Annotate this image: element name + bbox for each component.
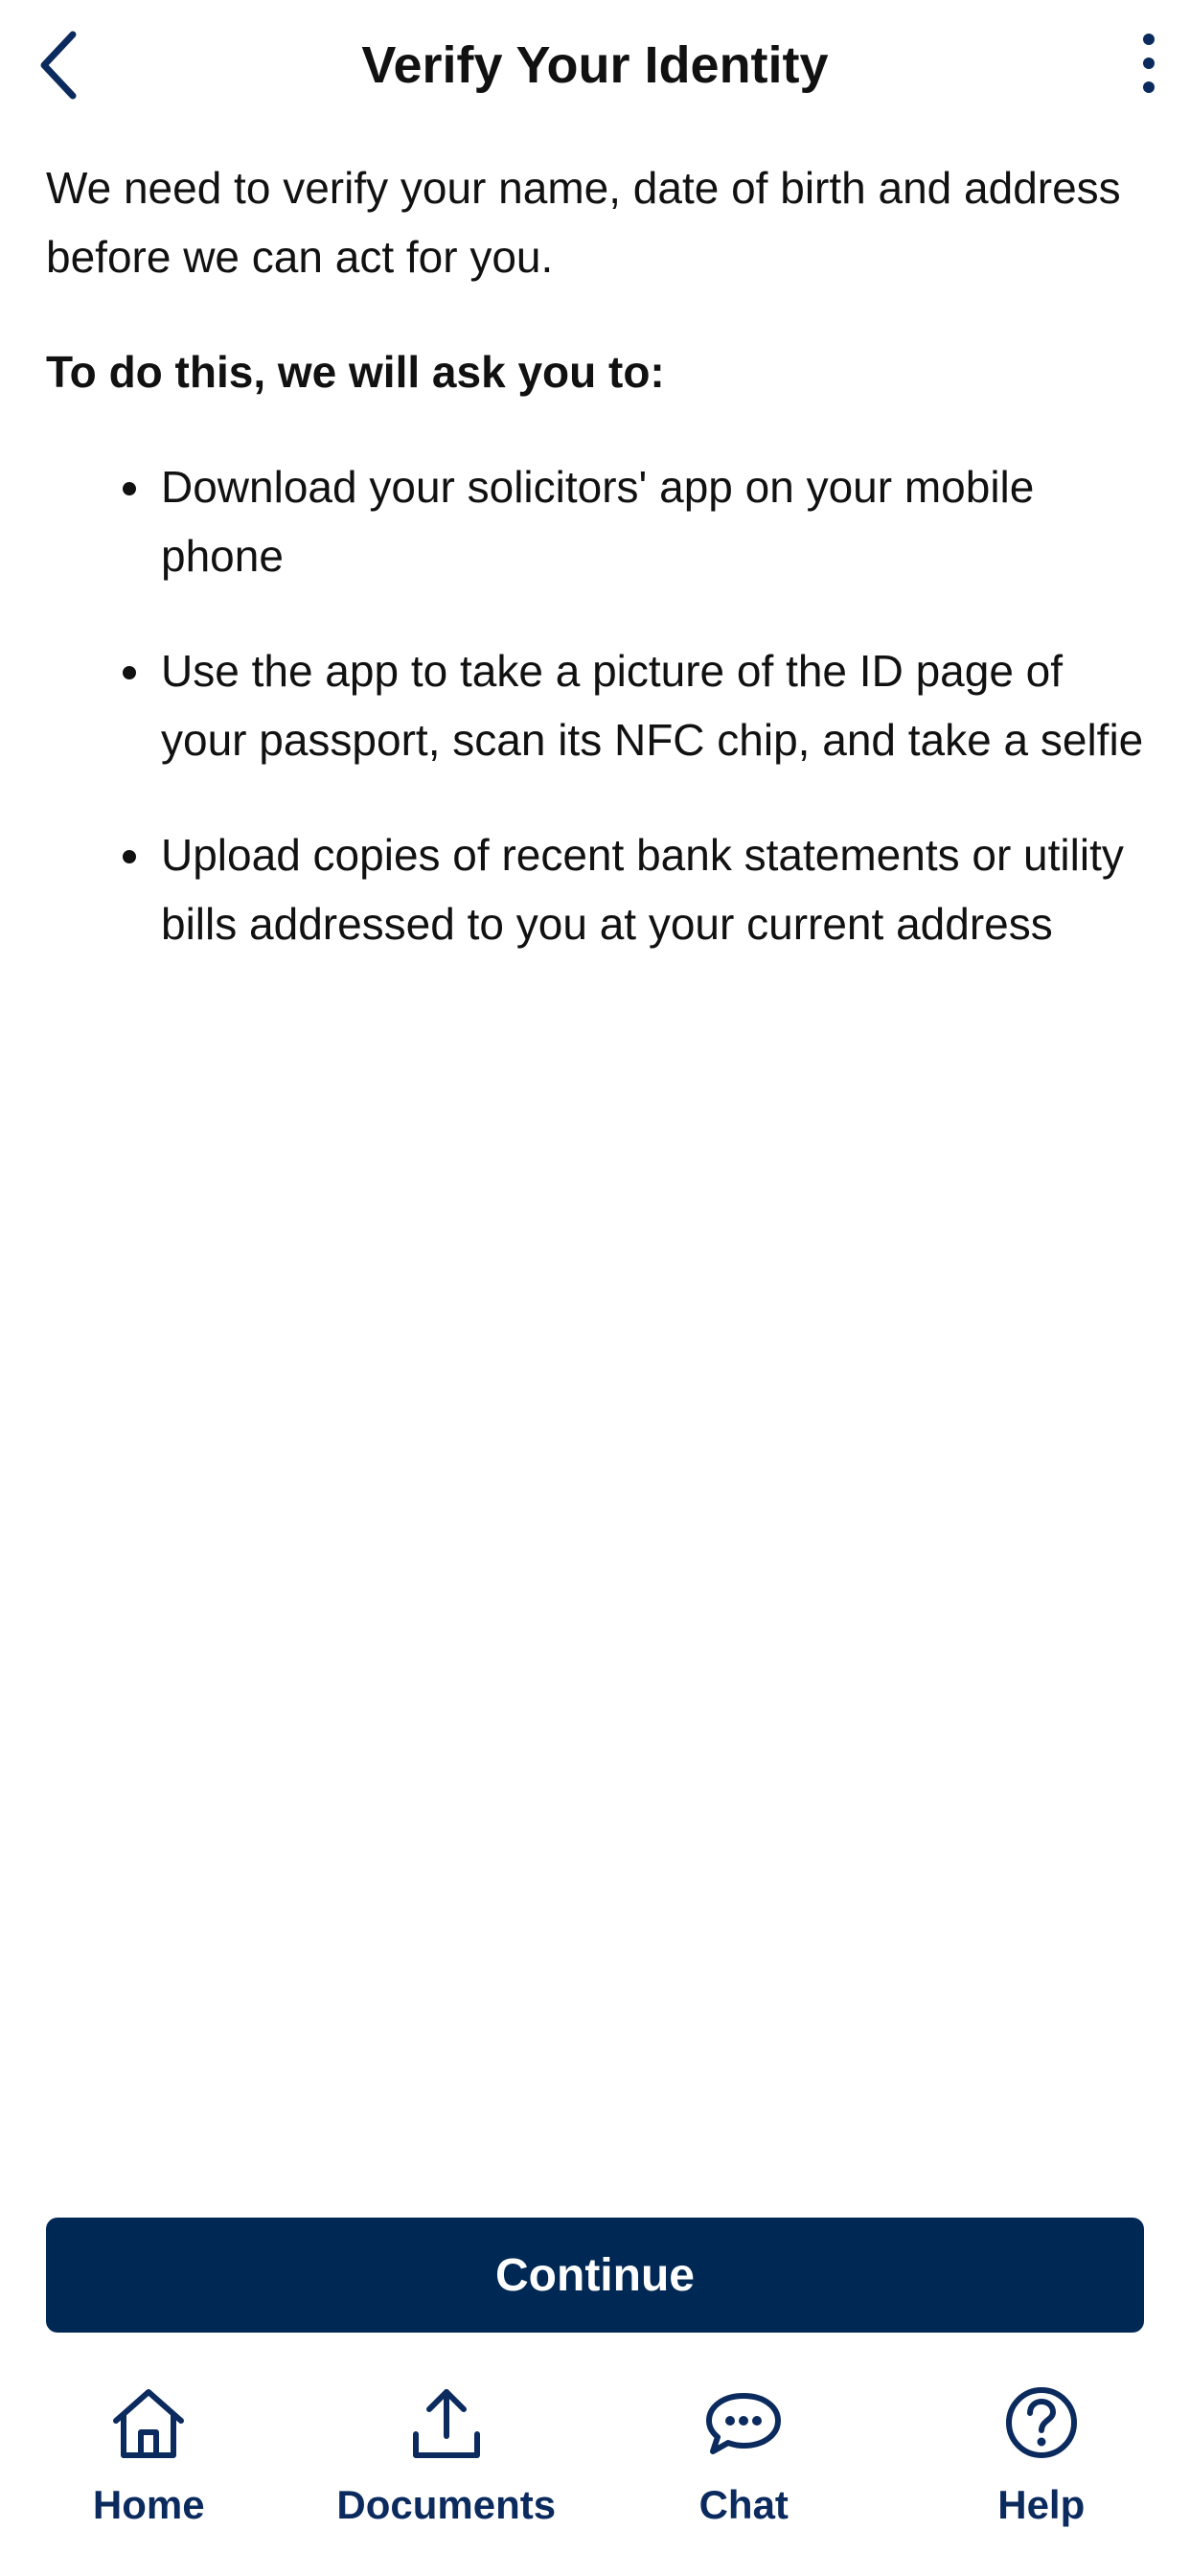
help-circle-icon — [999, 2380, 1084, 2465]
upload-icon — [404, 2380, 489, 2465]
more-vertical-icon — [1139, 30, 1158, 97]
bullet — [123, 850, 136, 863]
tab-help-label: Help — [997, 2482, 1086, 2527]
tab-home[interactable] — [0, 2377, 297, 2576]
more-options-button[interactable] — [1125, 25, 1173, 102]
page-title: Verify Your Identity — [361, 36, 829, 94]
tab-documents[interactable] — [298, 2377, 595, 2576]
chat-bubble-icon — [701, 2380, 786, 2465]
intro-text: We need to verify your name, date of birth and address before we can act for you. — [46, 163, 1121, 282]
step-text: Download your solicitors' app on your mobile phone — [161, 462, 1035, 581]
tab-chat[interactable] — [595, 2377, 892, 2576]
tab-help[interactable] — [893, 2377, 1190, 2576]
main-content — [46, 153, 1144, 1004]
step-text: Upload copies of recent bank statements or utility bills addressed to you at your current address — [161, 830, 1124, 949]
tab-documents-label: Documents — [336, 2482, 557, 2527]
bottom-tab-bar — [0, 2377, 1190, 2576]
bullet — [123, 482, 136, 495]
tab-home-label: Home — [92, 2482, 205, 2527]
list-item — [46, 820, 1144, 958]
steps-heading: To do this, we will ask you to: — [46, 347, 665, 397]
step-text: Use the app to take a picture of the ID page of your passport, scan its NFC chip, and take a selfie — [161, 646, 1144, 765]
home-icon — [106, 2380, 191, 2465]
tab-chat-label: Chat — [698, 2482, 789, 2527]
header — [0, 0, 1190, 130]
bullet — [123, 666, 136, 679]
list-item — [46, 452, 1144, 590]
steps-list — [46, 452, 1144, 958]
continue-button[interactable]: Continue — [46, 2218, 1144, 2333]
list-item — [46, 636, 1144, 774]
